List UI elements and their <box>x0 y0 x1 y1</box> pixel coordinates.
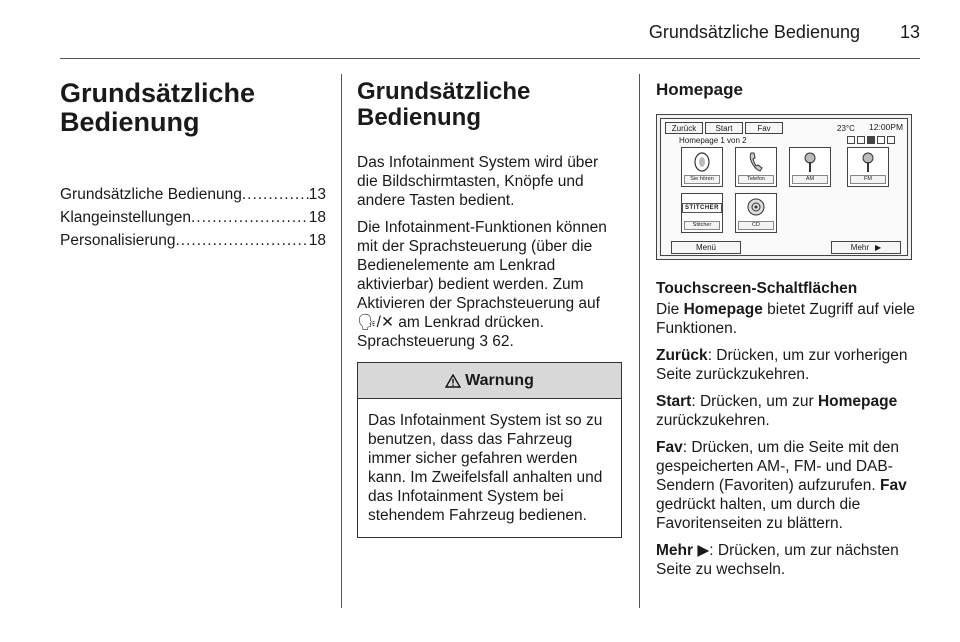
homepage-screen-illustration <box>656 114 912 260</box>
screen-tile-phone <box>735 147 777 187</box>
toc-leader <box>242 183 309 206</box>
paragraph-text: gedrückt halten, um durch die Favoritenseiten zu blättern. <box>656 496 861 532</box>
toc-item-page: 18 <box>308 232 326 249</box>
screen-tile-fm <box>847 147 889 187</box>
toc-item-title: Grundsätzliche Bedienung <box>60 186 242 203</box>
paragraph <box>656 346 921 384</box>
term-fav: Fav <box>656 439 683 456</box>
paragraph <box>357 218 622 351</box>
paragraph <box>656 541 921 579</box>
screen-tile-cd <box>735 193 777 233</box>
status-icon <box>867 136 875 144</box>
screen-more-button <box>831 241 901 254</box>
section-title: Grundsätzliche Bedienung <box>357 78 531 131</box>
status-icon <box>847 136 855 144</box>
radio-tower-icon <box>800 151 820 173</box>
status-icon <box>877 136 885 144</box>
tile-label: CD <box>738 221 774 230</box>
column-divider <box>341 74 342 608</box>
warning-header <box>358 363 621 399</box>
warning-box <box>357 362 622 538</box>
term-more: Mehr ▶ <box>656 542 710 559</box>
table-of-contents <box>60 183 326 252</box>
voice-control-icon: 🗣︎/✕ <box>357 314 394 331</box>
toc-item-title: Klangeinstellungen <box>60 209 191 226</box>
paragraph-text: Die Infotainment-Funktionen können mit der Sprachsteuerung (über die Bedienelemente am Lenkrad aktivierbar) bedient werden. Zum Aktivieren der Sprachsteuerung auf <box>357 219 607 312</box>
term-start: Start <box>656 393 692 410</box>
screen-fav-button: Fav <box>745 122 783 134</box>
screen-start-button: Start <box>705 122 743 134</box>
screen-back-button: Zurück <box>665 122 703 134</box>
paragraph-text: : Drücken, um die Seite mit den gespeicherten AM-, FM- und DAB-Sendern (Favoriten) aufzurufen. <box>656 439 899 494</box>
column-homepage <box>656 74 921 579</box>
screen-tile-am <box>789 147 831 187</box>
running-head <box>0 18 960 48</box>
now-playing-icon <box>693 151 711 173</box>
screen-tile-stitcher <box>681 193 723 233</box>
status-icon <box>857 136 865 144</box>
term-back: Zurück <box>656 347 708 364</box>
more-label: Mehr <box>850 243 870 252</box>
paragraph-text: : Drücken, um zur nächsten Seite zu wechseln. <box>656 542 899 578</box>
screen-page-label: Homepage 1 von 2 <box>679 136 747 145</box>
warning-triangle-icon <box>445 374 461 388</box>
paragraph-text: Die <box>656 301 684 318</box>
toc-leader <box>175 229 308 252</box>
paragraph: Das Infotainment System wird über die Bildschirmtasten, Knöpfe und andere Tasten bedient. <box>357 154 599 209</box>
term-homepage: Homepage <box>683 301 763 318</box>
term-homepage: Homepage <box>817 393 898 410</box>
warning-text: Das Infotainment System ist so zu benutzen, dass das Fahrzeug immer sicher gefahren werden kann. Im Zweifelsfall anhalten und das Infotainment System bei stehendem Fahrzeug bedienen. <box>368 412 603 524</box>
subheading-touchscreen: Touchscreen-Schaltflächen <box>656 280 858 297</box>
toc-item-page: 13 <box>308 186 326 203</box>
toc-item[interactable] <box>60 206 326 229</box>
paragraph <box>656 438 921 533</box>
tile-label: Sie hören <box>684 175 720 184</box>
paragraph-text: : Drücken, um zur <box>691 393 818 410</box>
screen-menu-button: Menü <box>671 241 741 254</box>
column-divider <box>639 74 640 608</box>
page-reference[interactable]: 3 62. <box>479 333 514 350</box>
warning-title: Warnung <box>465 371 534 389</box>
play-arrow-icon: ▶ <box>875 243 882 252</box>
toc-item-page: 18 <box>308 209 326 226</box>
toc-leader <box>191 206 309 229</box>
tile-label: FM <box>850 175 886 184</box>
subheading-homepage: Homepage <box>656 80 743 99</box>
screen-temperature: 23°C <box>837 124 855 133</box>
stitcher-logo: STITCHER <box>682 203 722 213</box>
toc-item[interactable] <box>60 183 326 206</box>
phone-icon <box>748 151 764 173</box>
status-icon <box>887 136 895 144</box>
screen-tile-now-playing <box>681 147 723 187</box>
paragraph-text: zurückzukehren. <box>656 412 770 429</box>
page-number: 13 <box>899 22 920 42</box>
paragraph-text: bietet Zugriff auf viele Funktionen. <box>656 301 916 337</box>
tile-label: Stitcher <box>684 221 720 230</box>
radio-tower-icon <box>858 151 878 173</box>
screen-clock: 12:00PM <box>869 122 904 132</box>
tile-label: AM <box>792 175 828 184</box>
term-fav: Fav <box>880 477 907 494</box>
toc-item[interactable] <box>60 229 326 252</box>
screen-frame <box>660 118 908 256</box>
paragraph <box>656 392 921 430</box>
cd-icon <box>746 197 766 217</box>
column-toc <box>60 74 326 252</box>
toc-item-title: Personalisierung <box>60 232 176 249</box>
header-rule <box>60 58 920 59</box>
paragraph-text: am Lenkrad drücken. Sprachsteuerung <box>357 314 544 350</box>
paragraph-text: : Drücken, um zur vorherigen Seite zurückzukehren. <box>656 347 908 383</box>
paragraph <box>656 300 921 338</box>
tile-label: Telefon <box>738 175 774 184</box>
chapter-title: Grundsätzliche Bedienung <box>60 78 256 137</box>
running-title: Grundsätzliche Bedienung <box>648 22 860 42</box>
column-intro <box>357 74 622 538</box>
